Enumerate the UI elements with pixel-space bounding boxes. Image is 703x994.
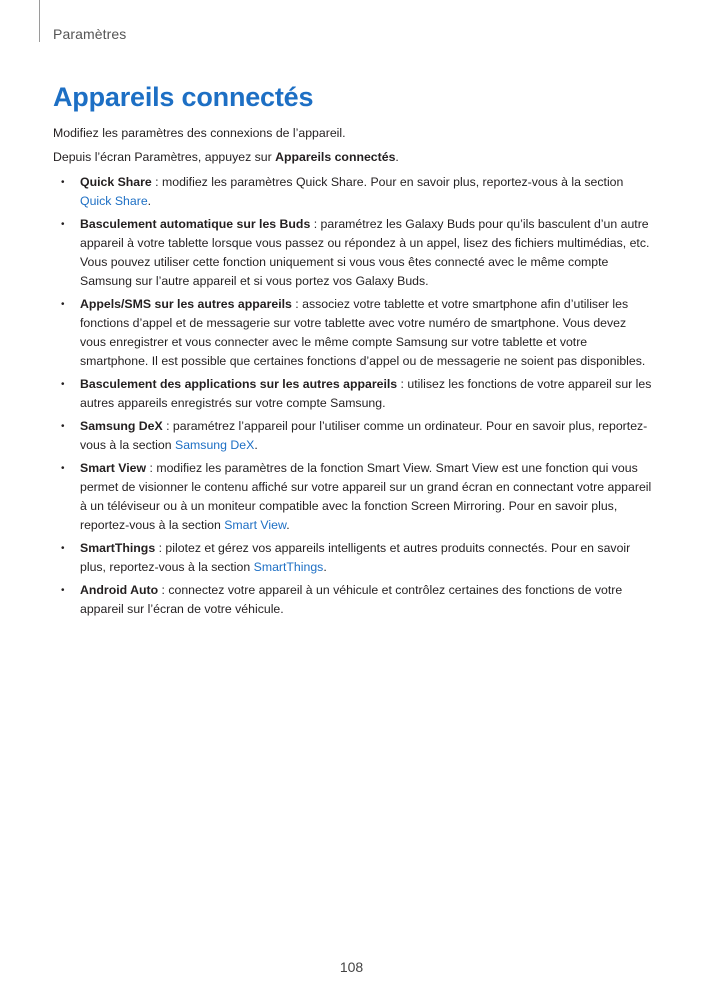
smartthings-link[interactable]: SmartThings — [253, 560, 324, 574]
list-item-quick-share — [53, 173, 653, 211]
intro-line-2-prefix: Depuis l’écran Paramètres, appuyez sur — [53, 150, 276, 164]
quick-share-link[interactable]: Quick Share — [80, 194, 148, 208]
list-item-smartthings — [53, 539, 653, 577]
bullet-icon: • — [61, 421, 65, 432]
samsung-dex-link[interactable]: Samsung DeX — [175, 438, 255, 452]
item-text: : associez votre tablette et votre smartphone afin d’utiliser les fonctions d’appel et de messagerie sur votre tablette avec votre numéro de smartphone. Vous devez vous enregistrer et vous connecter avec le même compte Samsung sur votre tablette et votre smartphone. Il est possible que certaines fonctions d’appel ou de messagerie ne soient pas disponibles. — [80, 297, 646, 368]
bullet-icon: • — [61, 219, 65, 230]
item-term: Android Auto — [80, 583, 159, 597]
intro-line-1: Modifiez les paramètres des connexions de l’appareil. — [53, 126, 346, 140]
item-term: Basculement automatique sur les Buds — [80, 217, 311, 231]
intro-line-2 — [53, 148, 399, 167]
item-text: : pilotez et gérez vos appareils intelligents et autres produits connectés. Pour en savoir plus, reportez-vous à la section — [80, 541, 631, 574]
page-number: 108 — [339, 959, 364, 975]
item-term: Quick Share — [80, 175, 152, 189]
item-text: : modifiez les paramètres Quick Share. Pour en savoir plus, reportez-vous à la section — [151, 175, 624, 189]
item-after: . — [254, 438, 258, 452]
bullet-icon: • — [61, 463, 65, 474]
intro-line-2-bold: Appareils connectés — [275, 150, 396, 164]
bullet-icon: • — [61, 379, 65, 390]
section-header: Paramètres — [53, 26, 127, 42]
list-item-android-auto — [53, 581, 653, 619]
item-term: Basculement des applications sur les autres appareils — [80, 377, 398, 391]
bullet-icon: • — [61, 177, 65, 188]
item-text: : connectez votre appareil à un véhicule et contrôlez certaines des fonctions de votre appareil sur l’écran de votre véhicule. — [80, 583, 623, 616]
smart-view-link[interactable]: Smart View — [224, 518, 287, 532]
item-text: : modifiez les paramètres de la fonction Smart View. Smart View est une fonction qui vous permet de visionner le contenu affiché sur votre appareil sur un grand écran en connectant votre appareil à un téléviseur ou à un moniteur compatible avec la fonction Screen Mirroring. Pour en savoir plus, reportez-vous à la section — [80, 461, 652, 532]
item-text: : utilisez les fonctions de votre appareil sur les autres appareils enregistrés sur votre compte Samsung. — [80, 377, 652, 410]
bullet-icon: • — [61, 543, 65, 554]
bullet-icon: • — [61, 585, 65, 596]
item-term: Samsung DeX — [80, 419, 163, 433]
item-term: Appels/SMS sur les autres appareils — [80, 297, 292, 311]
item-after: . — [286, 518, 290, 532]
settings-list — [53, 173, 653, 623]
item-text: : paramétrez les Galaxy Buds pour qu’ils basculent d’un autre appareil à votre tablette lorsque vous passez ou répondez à un appel, lisez des fichiers multimédias, etc. Vous pouvez utiliser cette fonction uniquement si vous vous êtes connecté avec le même compte Samsung sur l’autre appareil et si vous portez vos Galaxy Buds. — [80, 217, 650, 288]
list-item-app-handoff — [53, 375, 653, 413]
item-term: SmartThings — [80, 541, 156, 555]
item-after: . — [147, 194, 152, 208]
item-after: . — [323, 560, 327, 574]
list-item-calls-sms — [53, 295, 653, 371]
corner-rule — [39, 0, 40, 42]
intro-line-2-suffix: . — [395, 150, 399, 164]
page-title: Appareils connectés — [53, 82, 314, 112]
list-item-buds — [53, 215, 653, 291]
list-item-smart-view — [53, 459, 653, 535]
list-item-samsung-dex — [53, 417, 653, 455]
item-text: : paramétrez l’appareil pour l’utiliser comme un ordinateur. Pour en savoir plus, reportez-vous à la section — [80, 419, 648, 452]
bullet-icon: • — [61, 299, 65, 310]
item-term: Smart View — [80, 461, 147, 475]
